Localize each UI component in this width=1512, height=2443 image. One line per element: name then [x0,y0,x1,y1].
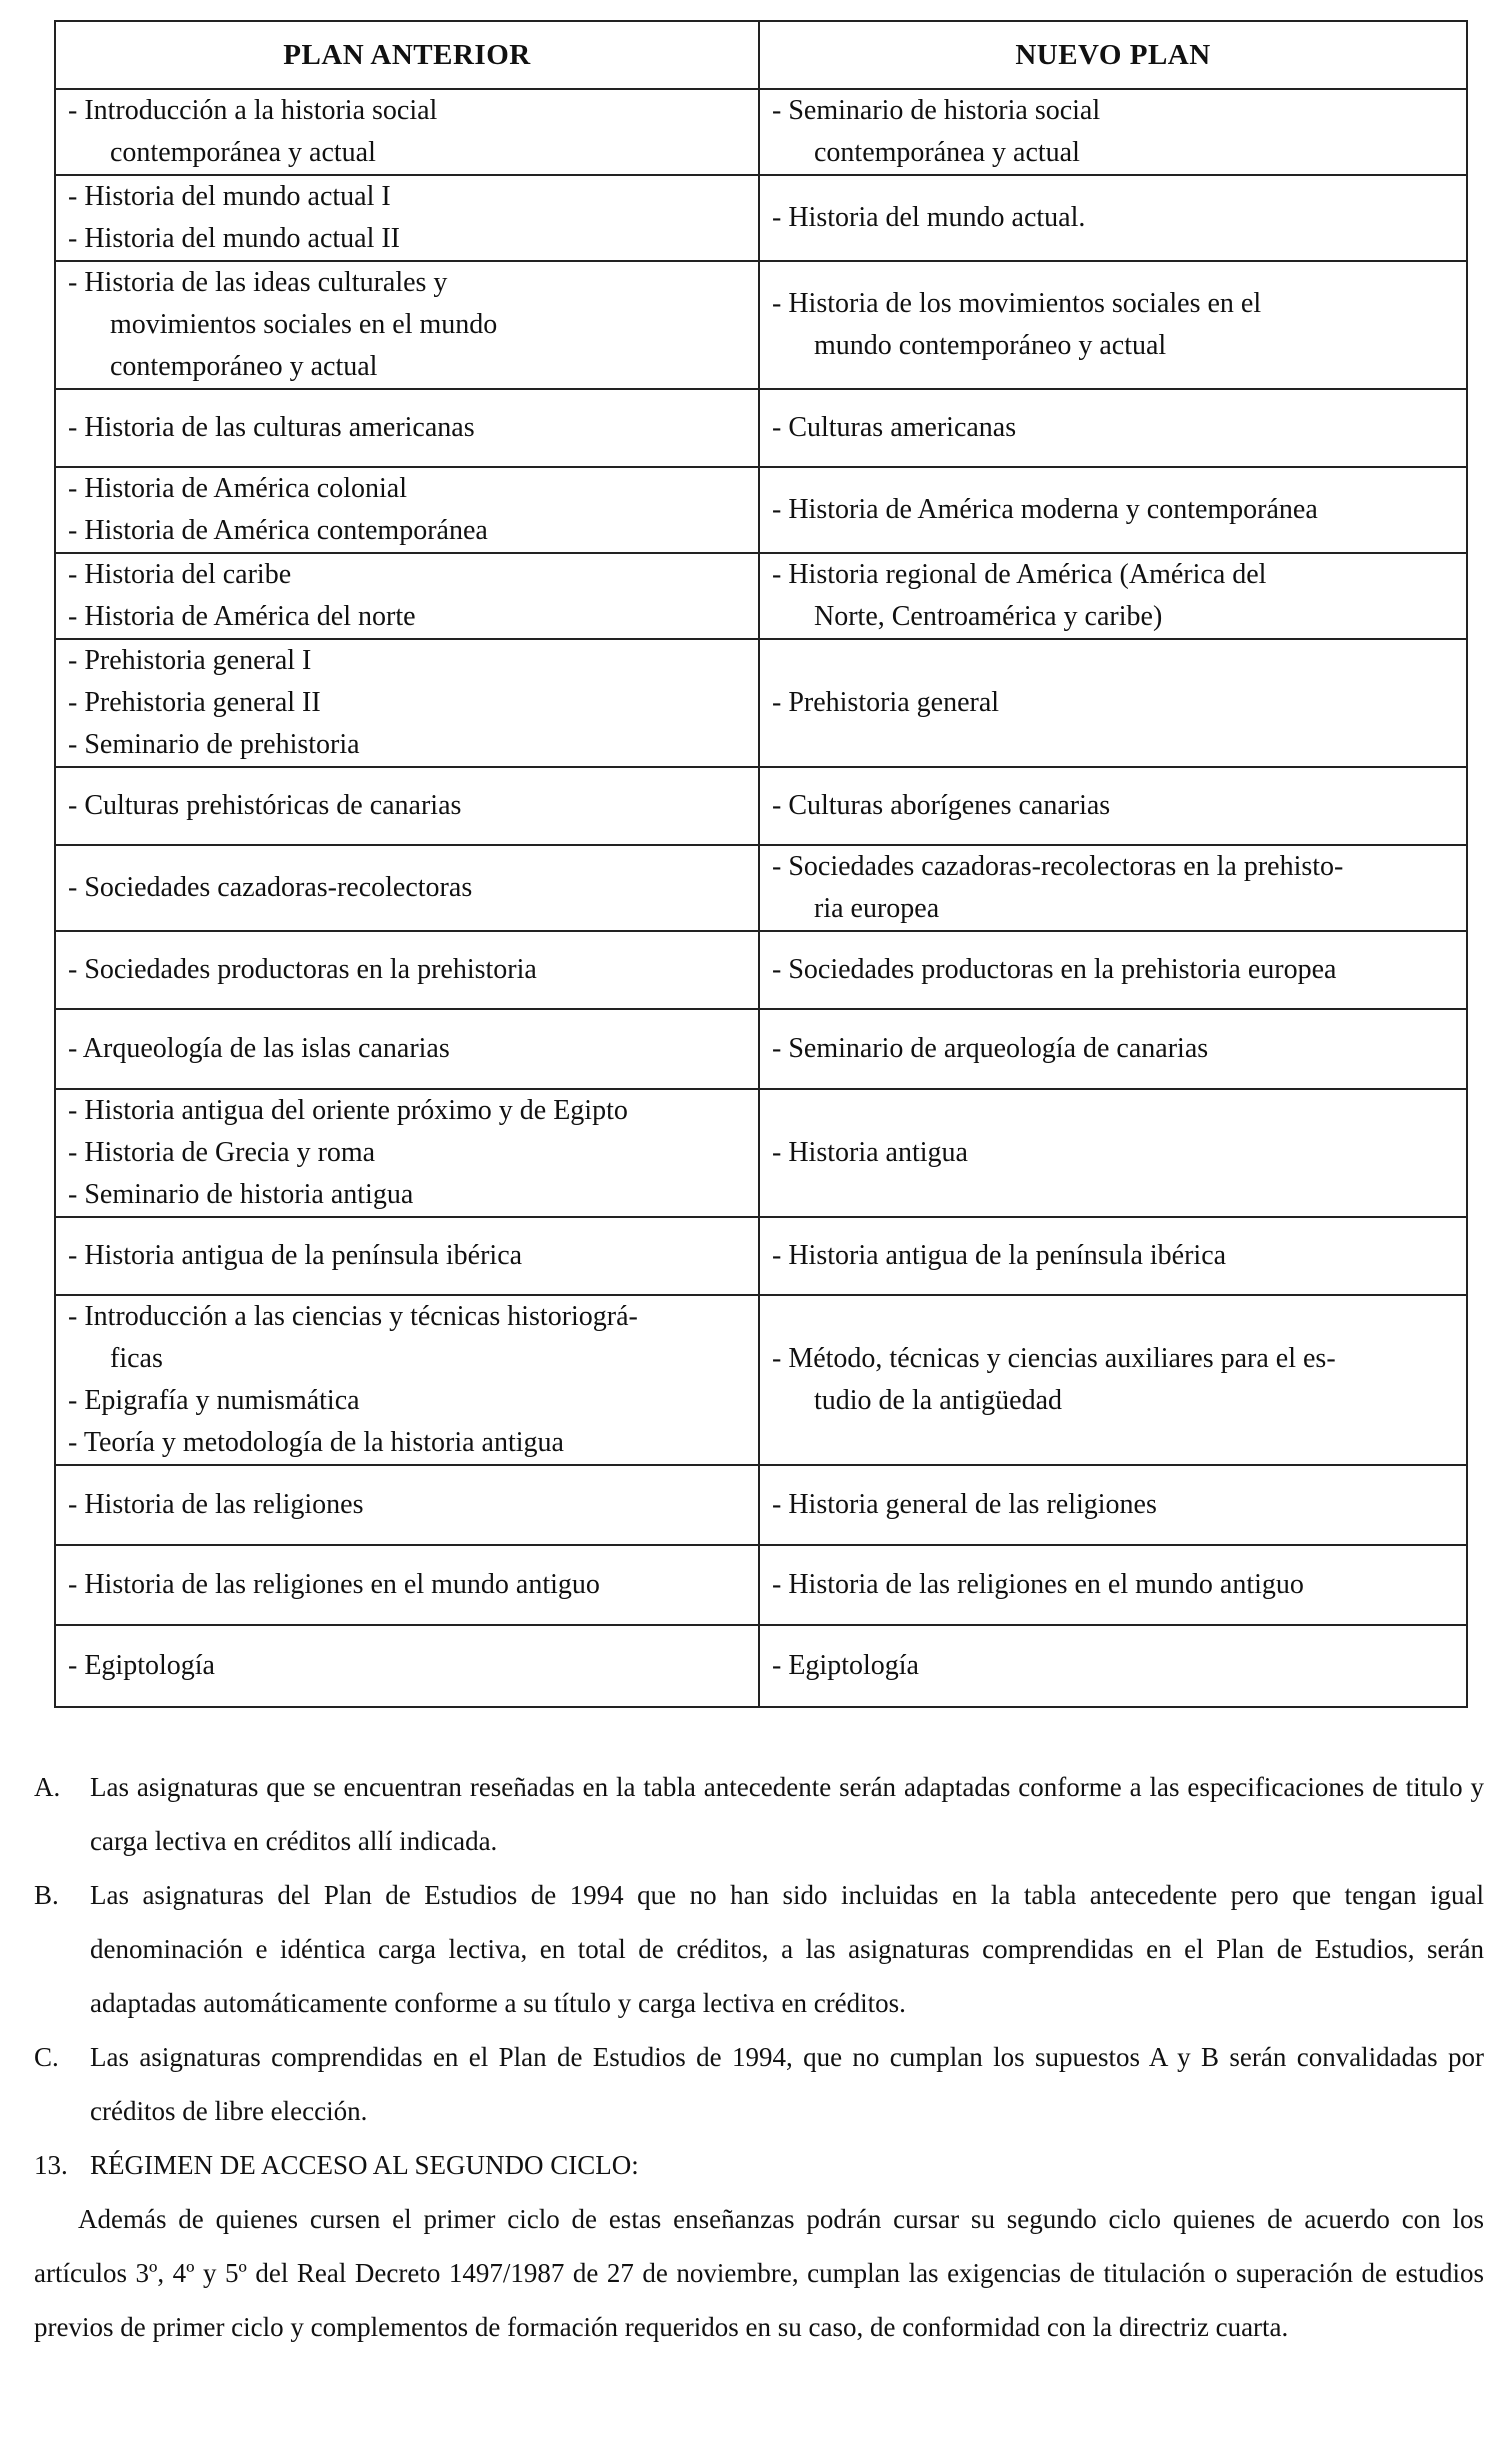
cell-plan-anterior [55,1465,759,1545]
note-text: Las asignaturas del Plan de Estudios de 1994 que no han sido incluidas en la tabla antecedente pero que tengan igual denominación e idéntica carga lectiva, en total de créditos, a las asignaturas comprendidas en el Plan de Estudios, serán adaptadas automáticamente conforme a su título y carga lectiva en créditos. [90,1880,1484,2018]
cell-plan-anterior [55,1217,759,1295]
table-row [55,261,1467,389]
course-line: - Culturas prehistóricas de canarias [68,790,462,821]
course-line: - Historia de América contemporánea [68,515,488,546]
course-line: - Sociedades cazadoras-recolectoras en la prehisto- [772,851,1344,882]
table-row [55,553,1467,639]
section-heading [34,2138,1484,2192]
cell-plan-anterior [55,1089,759,1217]
table-row [55,1625,1467,1707]
course-line: - Historia de las religiones en el mundo antiguo [68,1569,600,1600]
course-line: - Egiptología [772,1650,919,1681]
course-line: - Historia de las religiones [68,1489,364,1520]
cell-nuevo-plan [759,1217,1467,1295]
table-row [55,845,1467,931]
course-line: - Introducción a las ciencias y técnicas historiográ- [68,1301,638,1332]
course-line: - Seminario de historia antigua [68,1179,414,1210]
course-line: - Seminario de arqueología de canarias [772,1033,1209,1064]
course-line: - Historia del mundo actual II [68,223,401,254]
cell-nuevo-plan [759,1009,1467,1089]
course-line: - Historia antigua del oriente próximo y de Egipto [68,1095,628,1126]
course-line: mundo contemporáneo y actual [814,330,1167,361]
course-line: - Historia de las ideas culturales y [68,267,448,298]
table-row [55,467,1467,553]
table-row [55,389,1467,467]
course-line: - Arqueología de las islas canarias [68,1033,450,1064]
table-header-row [55,21,1467,89]
course-line: - Historia de América del norte [68,601,416,632]
cell-nuevo-plan [759,1465,1467,1545]
cell-nuevo-plan [759,389,1467,467]
course-line: contemporánea y actual [814,137,1080,168]
course-line: - Historia regional de América (América del [772,559,1267,590]
note-letter: B. [34,1880,59,1910]
cell-nuevo-plan [759,1089,1467,1217]
course-line: - Introducción a la historia social [68,95,438,126]
note-text: Las asignaturas comprendidas en el Plan de Estudios de 1994, que no cumplan los supuestos A y B serán convalidadas por créditos de libre elección. [90,2042,1484,2126]
course-line: - Teoría y metodología de la historia antigua [68,1427,564,1458]
course-line: - Método, técnicas y ciencias auxiliares para el es- [772,1343,1336,1374]
course-line: - Historia antigua de la península ibérica [68,1240,523,1271]
table-row [55,931,1467,1009]
course-line: - Historia de Grecia y roma [68,1137,376,1168]
cell-plan-anterior [55,767,759,845]
cell-nuevo-plan [759,89,1467,175]
course-line: - Culturas americanas [772,412,1017,443]
course-line: tudio de la antigüedad [814,1385,1063,1416]
course-line: ficas [110,1343,163,1374]
notes-section [34,1760,1484,2354]
note-c [34,2030,1484,2138]
course-line: - Sociedades productoras en la prehistoria [68,954,537,985]
table-row [55,767,1467,845]
course-line: - Prehistoria general II [68,687,321,718]
course-line: ria europea [814,893,940,924]
cell-plan-anterior [55,175,759,261]
header-nuevo-plan: NUEVO PLAN [759,21,1467,89]
course-line: - Egiptología [68,1650,215,1681]
course-line: contemporáneo y actual [110,351,378,382]
course-line: - Prehistoria general I [68,645,312,676]
table-row [55,175,1467,261]
cell-plan-anterior [55,89,759,175]
course-line: - Epigrafía y numismática [68,1385,360,1416]
header-plan-anterior: PLAN ANTERIOR [55,21,759,89]
course-line: - Seminario de historia social [772,95,1101,126]
section-title: RÉGIMEN DE ACCESO AL SEGUNDO CICLO: [90,2150,639,2180]
course-line: - Historia de las culturas americanas [68,412,475,443]
cell-plan-anterior [55,1295,759,1465]
note-a [34,1760,1484,1868]
course-line: contemporánea y actual [110,137,376,168]
cell-plan-anterior [55,1625,759,1707]
table-body [55,89,1467,1707]
note-letter: A. [34,1772,61,1802]
cell-plan-anterior [55,639,759,767]
table-row [55,1295,1467,1465]
cell-nuevo-plan [759,767,1467,845]
course-line: - Historia antigua [772,1137,968,1168]
table-row [55,1545,1467,1625]
course-line: - Historia del mundo actual I [68,181,391,212]
course-line: - Historia de los movimientos sociales en el [772,288,1262,319]
cell-nuevo-plan [759,931,1467,1009]
course-line: - Historia del mundo actual. [772,202,1086,233]
cell-nuevo-plan [759,553,1467,639]
course-line: - Historia del caribe [68,559,292,590]
course-line: - Historia general de las religiones [772,1489,1157,1520]
table-row [55,1217,1467,1295]
note-letter: C. [34,2042,59,2072]
course-line: - Sociedades productoras en la prehistoria europea [772,954,1337,985]
course-line: - Prehistoria general [772,687,1000,718]
cell-nuevo-plan [759,1625,1467,1707]
cell-nuevo-plan [759,175,1467,261]
course-line: - Historia antigua de la península ibérica [772,1240,1227,1271]
note-text: Las asignaturas que se encuentran reseñadas en la tabla antecedente serán adaptadas conforme a las especificaciones de titulo y carga lectiva en créditos allí indicada. [90,1772,1484,1856]
course-line: - Historia de América colonial [68,473,407,504]
course-line: - Historia de América moderna y contemporánea [772,494,1318,525]
section-paragraph: Además de quienes cursen el primer ciclo de estas enseñanzas podrán cursar su segundo ciclo quienes de acuerdo con los artículos 3º, 4º y 5º del Real Decreto 1497/1987 de 27 de noviembre, cumplan las exigencias de titulación o superación de estudios previos de primer ciclo y complementos de formación requeridos en su caso, de conformidad con la directriz cuarta. [34,2204,1484,2342]
note-b [34,1868,1484,2030]
table-row [55,1465,1467,1545]
cell-plan-anterior [55,389,759,467]
cell-plan-anterior [55,261,759,389]
cell-nuevo-plan [759,845,1467,931]
cell-plan-anterior [55,553,759,639]
cell-nuevo-plan [759,261,1467,389]
cell-plan-anterior [55,845,759,931]
table-row [55,1009,1467,1089]
table-row [55,89,1467,175]
section-number: 13. [34,2150,68,2180]
table-row [55,1089,1467,1217]
course-line: movimientos sociales en el mundo [110,309,498,340]
cell-plan-anterior [55,1545,759,1625]
course-line: - Seminario de prehistoria [68,729,360,760]
course-line: - Historia de las religiones en el mundo antiguo [772,1569,1304,1600]
cell-plan-anterior [55,1009,759,1089]
cell-plan-anterior [55,467,759,553]
table-row [55,639,1467,767]
cell-plan-anterior [55,931,759,1009]
plan-equivalence-table [54,20,1468,1708]
cell-nuevo-plan [759,1545,1467,1625]
cell-nuevo-plan [759,467,1467,553]
course-line: Norte, Centroamérica y caribe) [814,601,1163,632]
course-line: - Sociedades cazadoras-recolectoras [68,872,473,903]
cell-nuevo-plan [759,639,1467,767]
cell-nuevo-plan [759,1295,1467,1465]
course-line: - Culturas aborígenes canarias [772,790,1111,821]
